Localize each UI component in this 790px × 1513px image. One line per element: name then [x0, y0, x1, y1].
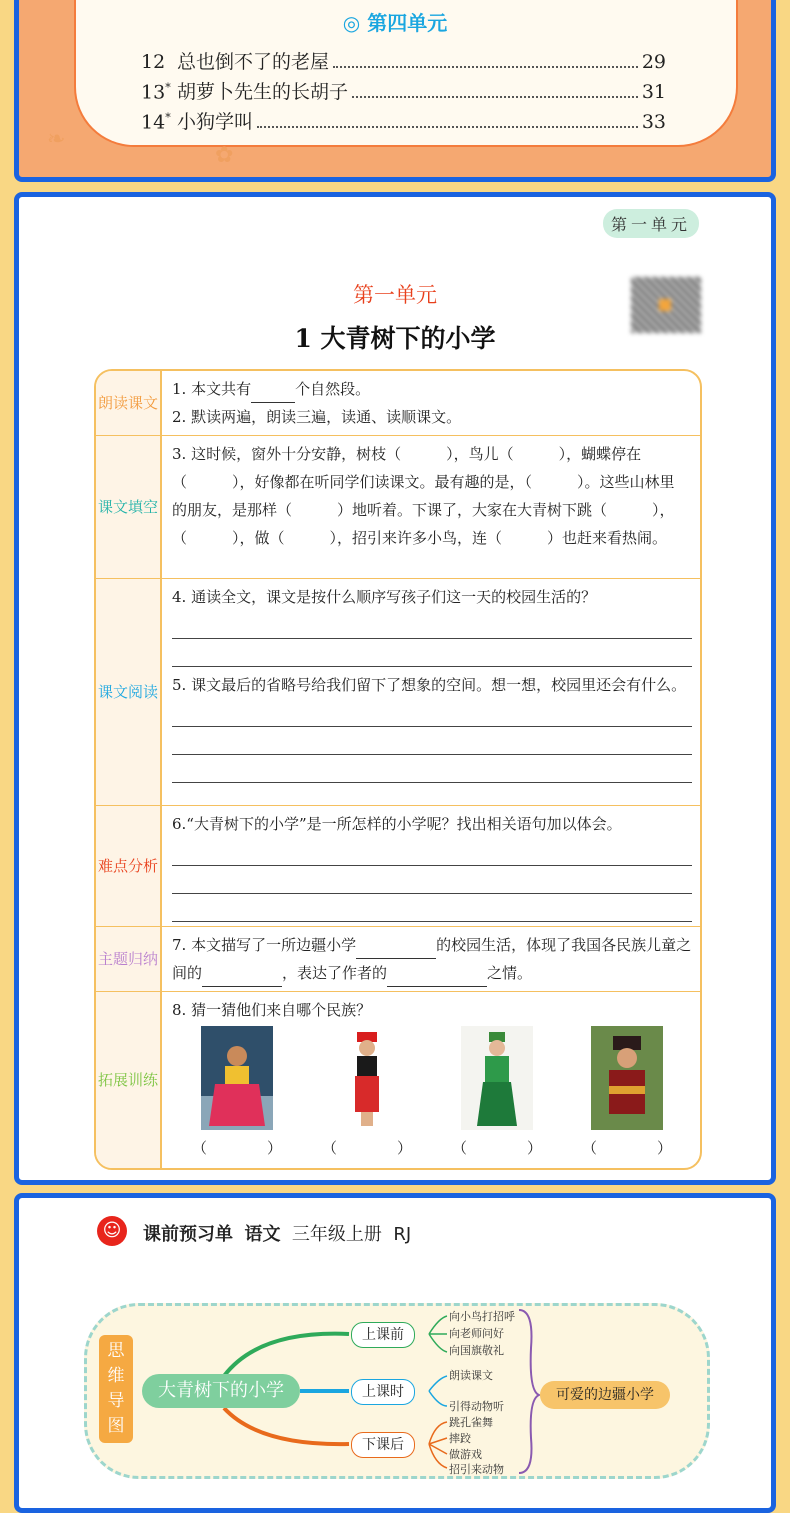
- section-row: [96, 371, 700, 435]
- mindmap-label-text: 思维导图: [107, 1341, 125, 1436]
- section-label: 课文填空: [96, 435, 162, 578]
- answer-parens: [172, 1130, 692, 1164]
- leaf-node: 跳孔雀舞: [449, 1416, 493, 1429]
- leaf-node: 向小鸟打招呼: [449, 1310, 515, 1323]
- answer-paren[interactable]: （ ）: [451, 1139, 542, 1157]
- branch-before-class[interactable]: 上课前: [351, 1322, 415, 1348]
- answer-line[interactable]: [172, 755, 692, 783]
- question-8: 8. 猜一猜他们来自哪个民族？: [172, 1001, 372, 1019]
- toc-entry[interactable]: 13* 胡萝卜先生的长胡子 31: [141, 80, 666, 103]
- question-4: 4. 通读全文，课文是按什么顺序写孩子们这一天的校园生活的？: [172, 588, 597, 606]
- leaf-node: 向老师问好: [449, 1327, 504, 1340]
- mindmap-panel: [14, 1193, 776, 1513]
- worksheet-table: [94, 369, 702, 1170]
- toc-unit-title: ◎ 第四单元: [342, 11, 448, 35]
- section-row: [96, 578, 700, 805]
- toc-panel: [14, 0, 776, 182]
- yi-girl-photo: [591, 1026, 663, 1130]
- mindmap-conclusion[interactable]: 可爱的边疆小学: [540, 1381, 670, 1409]
- dot-leader: [333, 66, 638, 68]
- section-label: 朗读课文: [96, 371, 162, 435]
- toc-entry[interactable]: 14* 小狗学叫 33: [141, 110, 666, 133]
- question-6: 6.“大青树下的小学”是一所怎样的小学呢？找出相关语句加以体会。: [172, 815, 622, 833]
- answer-blank[interactable]: [356, 958, 436, 959]
- section-row: [96, 435, 700, 578]
- worksheet-panel: [14, 192, 776, 1185]
- ethnic-photos: [172, 1026, 692, 1130]
- page-header: 课前预习单 语文 三年级上册 RJ: [143, 1224, 412, 1245]
- question-2: 2. 默读两遍，朗读三遍，读通、读顺课文。: [172, 408, 462, 426]
- answer-line[interactable]: [172, 727, 692, 755]
- dot-leader: [352, 96, 638, 98]
- leaf-node: 朗读课文: [449, 1369, 493, 1382]
- leaf-node: 引得动物听: [449, 1400, 504, 1413]
- question-5: 5. 课文最后的省略号给我们留下了想象的空间。想一想，校园里还会有什么。: [172, 676, 687, 694]
- leaf-node: 向国旗敬礼: [449, 1344, 504, 1357]
- answer-paren[interactable]: （ ）: [191, 1139, 282, 1157]
- toc-entry[interactable]: 12 总也倒不了的老屋 29: [141, 51, 666, 73]
- unit-title: 第一单元: [353, 283, 437, 307]
- leaf-node: 做游戏: [449, 1448, 482, 1461]
- section-label: 课文阅读: [96, 578, 162, 805]
- section-label: 拓展训练: [96, 991, 162, 1168]
- miao-girl-photo: [331, 1026, 403, 1130]
- answer-line[interactable]: [172, 894, 692, 922]
- unit-corner-tag: 第一单元: [603, 209, 699, 238]
- answer-blank[interactable]: [202, 986, 282, 987]
- qr-code-icon[interactable]: [631, 277, 701, 333]
- answer-paren[interactable]: （ ）: [321, 1139, 412, 1157]
- leaf-node: 摔跤: [449, 1432, 471, 1445]
- branch-after-class[interactable]: 下课后: [351, 1432, 415, 1458]
- question-3: 3. 这时候，窗外十分安静，树枝（ ），鸟儿（ ），蝴蝶停在（ ），好像都在听同学们读课文。最有趣的是，（ ）。这些山林里的朋友，是那样（ ）地听着。下课了，大家在大青树下跳（ ），（ ），做（ ），招引来许多小鸟，连（ ）也赶来看热闹。: [172, 445, 675, 547]
- mindmap-root[interactable]: 大青树下的小学: [142, 1374, 300, 1408]
- branch-during-class[interactable]: 上课时: [351, 1379, 415, 1405]
- section-row: [96, 805, 700, 926]
- answer-line[interactable]: [172, 611, 692, 639]
- question-7: 7. 本文描写了一所边疆小学 的校园生活，体现了我国各民族儿童之间的 ，表达了作者的 之情。: [172, 931, 692, 987]
- dai-girl-photo: [201, 1026, 273, 1130]
- dot-leader: [257, 126, 638, 128]
- answer-line[interactable]: [172, 639, 692, 667]
- bai-girl-photo: [461, 1026, 533, 1130]
- section-row: [96, 926, 700, 991]
- wheat-decoration-icon: ✿: [215, 143, 234, 168]
- answer-line[interactable]: [172, 838, 692, 866]
- answer-paren[interactable]: （ ）: [581, 1139, 672, 1157]
- section-row: [96, 991, 700, 1168]
- section-label: 主题归纳: [96, 926, 162, 991]
- leaf-decoration-icon: ❧: [47, 127, 66, 152]
- section-label: 难点分析: [96, 805, 162, 926]
- answer-blank[interactable]: [387, 986, 487, 987]
- lesson-title: 1 大青树下的小学: [294, 324, 496, 353]
- question-1: 1. 本文共有 个自然段。: [172, 375, 692, 403]
- answer-line[interactable]: [172, 699, 692, 727]
- mindmap-connectors: [19, 1198, 771, 1508]
- smiley-logo-icon: ☺: [97, 1216, 127, 1246]
- answer-line[interactable]: [172, 866, 692, 894]
- leaf-node: 招引来动物: [449, 1463, 504, 1476]
